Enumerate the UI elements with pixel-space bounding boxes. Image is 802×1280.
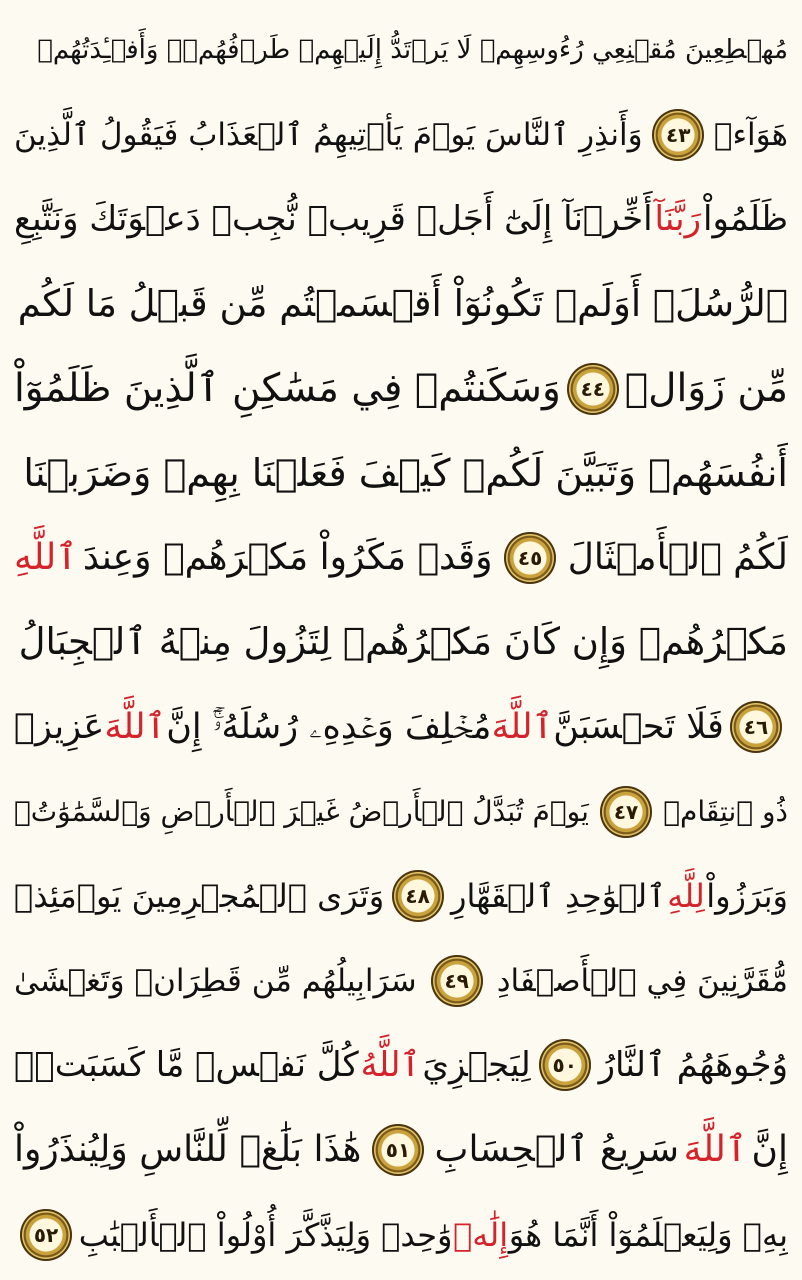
ayah-number-marker bbox=[504, 532, 556, 584]
verse-line bbox=[14, 1108, 788, 1193]
verse-line bbox=[14, 600, 788, 685]
ayah-number: ٥٠ bbox=[552, 1053, 577, 1078]
verse-text: مَكۡرُهُمۡ وَإِن كَانَ مَكۡرُهُمۡ لِتَزُولَ مِنۡهُ ٱلۡجِبَالُ bbox=[18, 620, 788, 664]
ayah-number-marker bbox=[567, 363, 619, 415]
divine-name-text: ٱللَّهَ bbox=[683, 1129, 747, 1171]
verse-line bbox=[14, 516, 788, 601]
verse-text: لِيَجۡزِيَ bbox=[422, 1045, 531, 1086]
verse-text: ظَلَمُواْ bbox=[703, 199, 788, 240]
verse-text: يَوۡمَ تُبَدَّلُ ٱلۡأَرۡضُ غَيۡرَ ٱلۡأَرۡضِ وَٱلسَّمَٰوَٰتُۖ bbox=[14, 794, 589, 828]
ayah-number: ٥١ bbox=[385, 1138, 411, 1163]
verse-text: وَٰحِدٞ وَلِيَذَّكَّرَ أُوْلُواْ ٱلۡأَلۡبَٰبِ bbox=[78, 1215, 453, 1254]
verse-text: لَكُمُ ٱلۡأَمۡثَالَ bbox=[567, 536, 788, 578]
verse-text: فَلَا تَحۡسَبَنَّ bbox=[553, 707, 724, 748]
ayah-number-marker bbox=[431, 955, 483, 1007]
verse-line bbox=[14, 177, 788, 262]
verse-line bbox=[14, 431, 788, 516]
divine-name-text: ٱللَّهُ bbox=[360, 1045, 421, 1086]
verse-text: كُلَّ نَفۡسٖ مَّا كَسَبَتۡۚ bbox=[14, 1045, 359, 1086]
ayah-number-marker bbox=[372, 1124, 424, 1176]
ayah-number-marker bbox=[652, 109, 704, 161]
verse-text: ذُو ٱنتِقَامٖ bbox=[663, 794, 788, 828]
ayah-number-marker bbox=[730, 701, 782, 753]
verse-text: مِّن زَوَالٖ bbox=[624, 365, 788, 411]
verse-line bbox=[14, 939, 788, 1024]
ayah-number: ٤٤ bbox=[580, 376, 605, 401]
verse-text: وَسَكَنتُمۡ فِي مَسَٰكِنِ ٱلَّذِينَ ظَلَمُوٓاْ bbox=[14, 365, 561, 411]
ayah-number-marker bbox=[392, 870, 444, 922]
verse-text: وَقَدۡ مَكَرُواْ مَكۡرَهُمۡ وَعِندَ bbox=[82, 536, 493, 578]
verse-line bbox=[14, 1023, 788, 1108]
ayah-number-marker bbox=[20, 1209, 72, 1261]
divine-name-text: إِلَٰهٞ bbox=[453, 1215, 509, 1254]
divine-name-text: لِلَّهِ bbox=[667, 877, 705, 916]
ayah-number-marker bbox=[600, 786, 652, 838]
verse-text: هَوَآءٞ bbox=[713, 116, 788, 153]
ayah-number-marker bbox=[539, 1039, 591, 1091]
verse-line bbox=[14, 854, 788, 939]
ayah-number: ٤٨ bbox=[405, 884, 430, 909]
verse-line bbox=[14, 685, 788, 770]
divine-name-text: رَبَّنَآ bbox=[654, 199, 702, 240]
verse-line bbox=[14, 8, 788, 93]
verse-text: سَرِيعُ ٱلۡحِسَابِ bbox=[434, 1129, 680, 1171]
divine-name-text: ٱللَّهَ bbox=[491, 707, 554, 748]
verse-text: مُّقَرَّنِينَ فِي ٱلۡأَصۡفَادِ bbox=[496, 962, 788, 999]
verse-text: وَبَرَزُواْ bbox=[706, 877, 788, 916]
verse-text: مُهۡطِعِينَ مُقۡنِعِي رُءُوسِهِمۡ لَا يَرۡتَدُّ إِلَيۡهِمۡ طَرۡفُهُمۡۖ وَأَفۡـِٔدَتُهُمۡ bbox=[37, 35, 788, 66]
ayah-number: ٥٢ bbox=[33, 1222, 59, 1247]
verse-text: بِهِۦ وَلِيَعۡلَمُوٓاْ أَنَّمَا هُوَ bbox=[508, 1215, 788, 1254]
verse-text: عَزِيزٞ bbox=[14, 707, 105, 748]
verse-text: ٱلۡوَٰحِدِ ٱلۡقَهَّارِ bbox=[451, 877, 666, 916]
ayah-number: ٤٥ bbox=[517, 545, 543, 570]
verse-text: وَتَرَى ٱلۡمُجۡرِمِينَ يَوۡمَئِذٖ bbox=[14, 877, 385, 916]
verse-text: ٱلرُّسُلَۗ أَوَلَمۡ تَكُونُوٓاْ أَقۡسَمۡتُم مِّن قَبۡلُ مَا لَكُم bbox=[17, 282, 788, 326]
verse-line bbox=[14, 346, 788, 431]
verse-text: إِنَّ bbox=[751, 1129, 788, 1171]
divine-name-text: ٱللَّهَ bbox=[104, 707, 167, 748]
verse-text: مُخۡلِفَ وَعۡدِهِۦ رُسُلَهُۥٓۚ إِنَّ bbox=[166, 707, 492, 748]
verse-text: وُجُوهَهُمُ ٱلنَّارُ bbox=[598, 1045, 788, 1086]
verse-line bbox=[14, 93, 788, 178]
verse-line bbox=[14, 769, 788, 854]
divine-name-text: ٱللَّهِ bbox=[14, 536, 78, 578]
verse-text: أَخِّرۡنَآ إِلَىٰٓ أَجَلٖ قَرِيبٖ نُّجِبۡ دَعۡوَتَكَ وَنَتَّبِعِ bbox=[14, 199, 653, 240]
verse-text: أَنفُسَهُمۡ وَتَبَيَّنَ لَكُمۡ كَيۡفَ فَعَلۡنَا بِهِمۡ وَضَرَبۡنَا bbox=[23, 451, 788, 496]
verse-text: وَأَنذِرِ ٱلنَّاسَ يَوۡمَ يَأۡتِيهِمُ ٱلۡعَذَابُ فَيَقُولُ ٱلَّذِينَ bbox=[14, 116, 643, 153]
ayah-number: ٤٧ bbox=[613, 799, 639, 824]
ayah-number: ٤٩ bbox=[444, 968, 469, 993]
verse-text: هَٰذَا بَلَٰغٞ لِّلنَّاسِ وَلِيُنذَرُواْ bbox=[14, 1129, 362, 1171]
verse-line bbox=[14, 1192, 788, 1277]
ayah-number: ٤٣ bbox=[666, 122, 691, 147]
ayah-number: ٤٦ bbox=[743, 715, 769, 740]
verse-text: سَرَابِيلُهُم مِّن قَطِرَانٖ وَتَغۡشَىٰ bbox=[14, 962, 417, 999]
verse-line bbox=[14, 262, 788, 347]
